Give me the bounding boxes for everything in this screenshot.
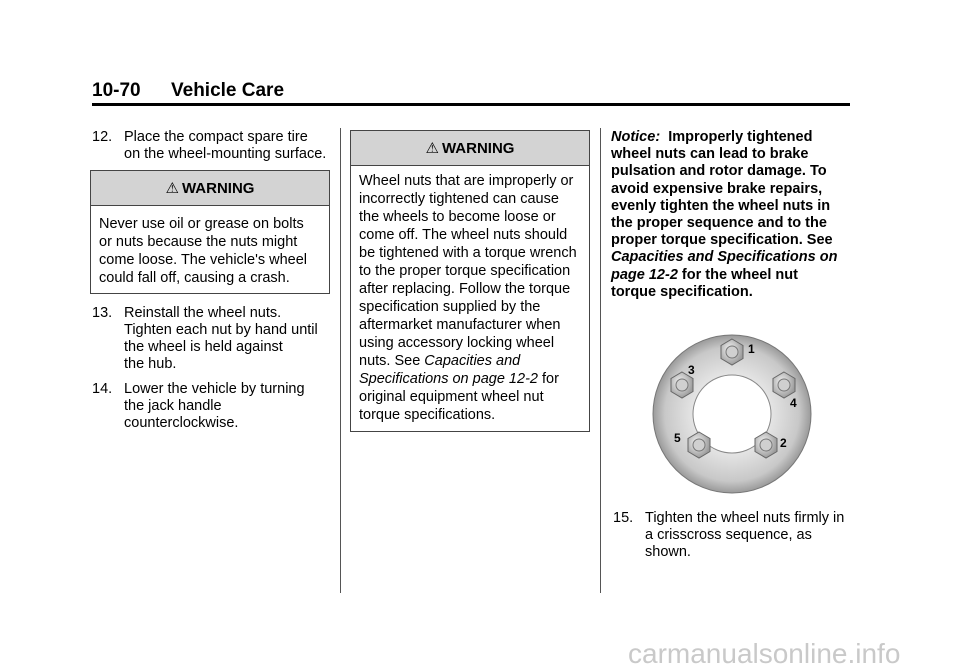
nut-label-1: 1 [748, 342, 755, 356]
warning-heading: WARNING [441, 139, 515, 157]
warning-line: Wheel nuts that are improperly or [359, 173, 574, 189]
step-line: the wheel is held against [124, 339, 283, 355]
warning-line: the wheels to become loose or [359, 209, 556, 225]
nut-label-2: 2 [780, 436, 787, 450]
warning-box-oil [90, 170, 330, 294]
warning-icon: ⚠ [165, 180, 179, 197]
capacities-reference-link[interactable]: Capacities and [424, 353, 521, 369]
step-line: a crisscross sequence, as [645, 527, 812, 543]
notice-label: Notice: [611, 129, 661, 145]
warning-line: specification supplied by the [359, 299, 541, 315]
notice-line: pulsation and rotor damage. To [611, 163, 827, 180]
warning-body [351, 166, 589, 431]
warning-ref-prefix: nuts. See [359, 353, 425, 369]
step-line: the hub. [124, 356, 177, 372]
warning-line: after replacing. Follow the torque [359, 281, 571, 297]
warning-line: come off. The wheel nuts should [359, 227, 568, 243]
step-line: the jack handle [124, 398, 222, 414]
warning-header [351, 131, 589, 166]
step-line: Tighten each nut by hand until [124, 322, 318, 338]
step-line: Lower the vehicle by turning [124, 381, 305, 397]
step-text [124, 305, 318, 373]
warning-heading: WARNING [181, 179, 255, 197]
step-line: counterclockwise. [124, 415, 239, 431]
warning-line: aftermarket manufacturer when [359, 317, 561, 333]
notice-ref-suffix: for the wheel nut [677, 266, 798, 283]
warning-ref-suffix: for [537, 371, 559, 387]
column-divider-right [600, 128, 601, 593]
warning-line: torque specifications. [359, 407, 496, 423]
notice-line: proper torque specification. See [611, 232, 833, 249]
nut-label-5: 5 [674, 431, 681, 445]
step-line: Place the compact spare tire [124, 129, 308, 145]
warning-line: could fall off, causing a crash. [99, 270, 290, 286]
step-text [124, 381, 305, 432]
notice-line: Improperly tightened [668, 129, 813, 145]
warning-line: or nuts because the nuts might [99, 234, 298, 250]
step-number: 15. [613, 510, 634, 526]
section-title: Vehicle Care [171, 80, 285, 101]
warning-line: incorrectly tightened can cause [359, 191, 559, 207]
step-number: 13. [92, 305, 113, 321]
capacities-reference-link[interactable]: Capacities and Specifications on [611, 249, 838, 266]
warning-line: original equipment wheel nut [359, 389, 544, 405]
warning-icon: ⚠ [425, 140, 439, 157]
nut-label-3: 3 [688, 363, 695, 377]
step-number: 12. [92, 129, 113, 145]
warning-header [91, 171, 329, 206]
step-number: 14. [92, 381, 113, 397]
warning-line: using accessory locking wheel [359, 335, 555, 351]
watermark: carmanualsonline.info [628, 638, 901, 669]
notice-line: torque specification. [611, 283, 753, 300]
notice-line: avoid expensive brake repairs, [611, 180, 823, 197]
step-text [124, 129, 326, 163]
column-divider-left [340, 128, 341, 593]
warning-line: to the proper torque specification [359, 263, 571, 279]
step-line: Tighten the wheel nuts firmly in [645, 510, 845, 526]
capacities-reference-link[interactable]: Specifications on page 12-2 [359, 371, 538, 387]
capacities-reference-link[interactable]: page 12-2 [611, 266, 678, 283]
nut-label-4: 4 [790, 396, 797, 410]
step-text [645, 510, 844, 561]
warning-line: Never use oil or grease on bolts [99, 216, 304, 232]
warning-box-torque [350, 130, 590, 432]
page-number: 10-70 [92, 80, 141, 101]
step-line: shown. [645, 544, 691, 560]
notice-line: wheel nuts can lead to brake [611, 146, 809, 163]
notice-block [611, 129, 851, 301]
notice-line: the proper sequence and to the [611, 215, 827, 232]
warning-body [91, 206, 329, 293]
wheel-nut-sequence-diagram [651, 333, 813, 495]
notice-line: evenly tighten the wheel nuts in [611, 197, 831, 214]
step-line: on the wheel-mounting surface. [124, 146, 327, 162]
warning-line: be tightened with a torque wrench [359, 245, 577, 261]
warning-line: come loose. The vehicle's wheel [99, 252, 308, 268]
step-line: Reinstall the wheel nuts. [124, 305, 282, 321]
header-rule [92, 103, 850, 106]
